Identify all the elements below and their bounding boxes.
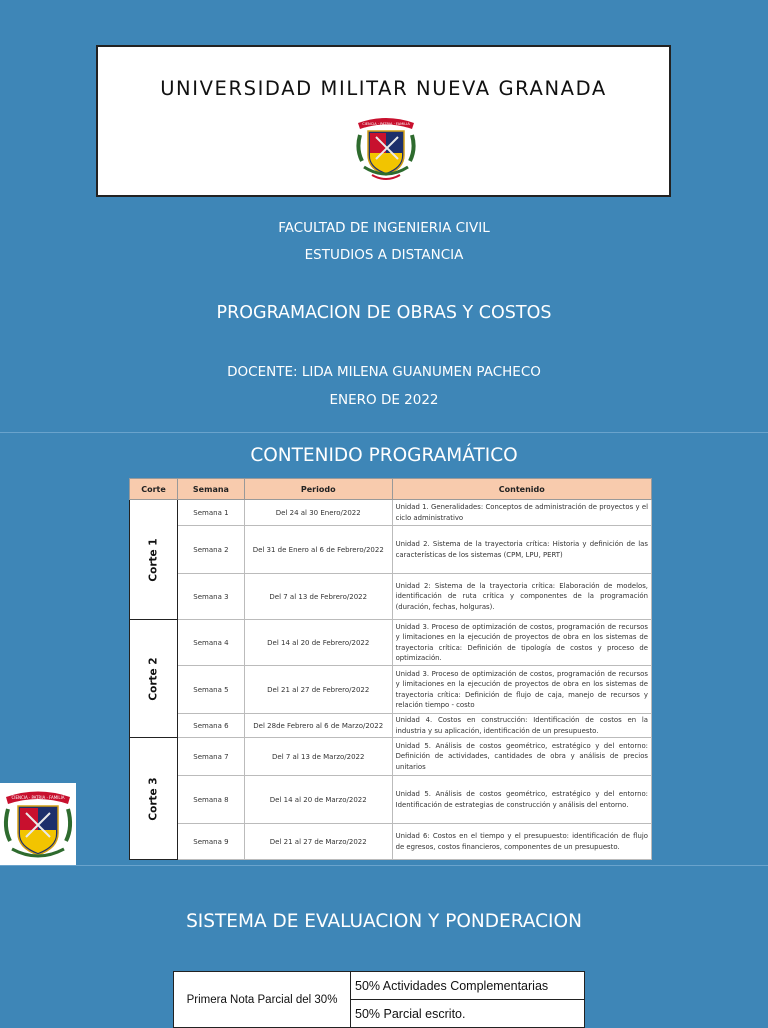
university-crest-small-logo <box>0 783 76 868</box>
evaluation-item: 50% Actividades Complementarias <box>351 972 585 1000</box>
table-row <box>130 776 652 824</box>
table-header-row <box>130 479 652 500</box>
periodo-cell: Del 24 al 30 Enero/2022 <box>244 500 392 526</box>
faculty-name: FACULTAD DE INGENIERIA CIVIL <box>278 220 490 236</box>
table-row <box>130 500 652 526</box>
periodo-cell: Del 14 al 20 de Febrero/2022 <box>244 620 392 666</box>
header-corte: Corte <box>130 479 178 500</box>
contenido-cell: Unidad 3. Proceso de optimización de costos, programación de recursos y limitaciones en la ejecución de proyectos de obra en los sistemas de trayectoria crítica: Definición de tipología de costos y proceso de optimización. <box>392 620 651 666</box>
corte-cell <box>130 620 178 738</box>
content-slide <box>0 433 768 859</box>
title-slide <box>0 0 768 432</box>
semana-cell: Semana 1 <box>177 500 244 526</box>
evaluation-slide <box>0 866 768 1024</box>
periodo-cell: Del 31 de Enero al 6 de Febrero/2022 <box>244 526 392 574</box>
svg-text:CIENCIA · PATRIA · FAMILIA: CIENCIA · PATRIA · FAMILIA <box>362 122 410 126</box>
corte-label: Corte 1 <box>147 537 160 582</box>
contenido-cell: Unidad 5. Análisis de costos geométrico, estratégico y del entorno: Definición de actividades, cantidades de obra y análisis de precios unitarios <box>392 738 651 776</box>
evaluation-table <box>173 971 585 1028</box>
contenido-cell: Unidad 4. Costos en construcción: Identificación de costos en la industria y su aplicación, identificación de un presupuesto. <box>392 714 651 738</box>
semana-cell: Semana 8 <box>177 776 244 824</box>
table-row <box>130 526 652 574</box>
table-row <box>130 574 652 620</box>
semana-cell: Semana 4 <box>177 620 244 666</box>
svg-text:CIENCIA · PATRIA · FAMILIA: CIENCIA · PATRIA · FAMILIA <box>11 795 65 800</box>
slide-title: CONTENIDO PROGRAMÁTICO <box>250 445 518 466</box>
table-row <box>130 824 652 860</box>
periodo-cell: Del 7 al 13 de Febrero/2022 <box>244 574 392 620</box>
course-date: ENERO DE 2022 <box>329 392 439 408</box>
periodo-cell: Del 21 al 27 de Marzo/2022 <box>244 824 392 860</box>
periodo-cell: Del 21 al 27 de Febrero/2022 <box>244 666 392 714</box>
semana-cell: Semana 3 <box>177 574 244 620</box>
first-grade-label: Primera Nota Parcial del 30% <box>174 972 351 1028</box>
program-table <box>129 478 652 860</box>
semana-cell: Semana 7 <box>177 738 244 776</box>
table-row <box>130 666 652 714</box>
header-contenido: Contenido <box>392 479 651 500</box>
periodo-cell: Del 28de Febrero al 6 de Marzo/2022 <box>244 714 392 738</box>
table-row <box>130 620 652 666</box>
contenido-cell: Unidad 3. Proceso de optimización de costos, programación de recursos y limitaciones en la ejecución de proyectos de obra en los sistemas de trayectoria crítica: Definición de flujo de caja, manejo de recursos y relación tiempo - costo <box>392 666 651 714</box>
contenido-cell: Unidad 2: Sistema de la trayectoria crítica: Elaboración de modelos, identificación de ruta crítica y componentes de la programación (duración, fechas, holguras). <box>392 574 651 620</box>
periodo-cell: Del 14 al 20 de Marzo/2022 <box>244 776 392 824</box>
slide-title: SISTEMA DE EVALUACION Y PONDERACION <box>186 911 582 932</box>
course-title: PROGRAMACION DE OBRAS Y COSTOS <box>216 303 552 323</box>
corte-label: Corte 2 <box>147 656 160 701</box>
contenido-cell: Unidad 1. Generalidades: Conceptos de administración de proyectos y el ciclo administrativo <box>392 500 651 526</box>
semana-cell: Semana 9 <box>177 824 244 860</box>
periodo-cell: Del 7 al 13 de Marzo/2022 <box>244 738 392 776</box>
semana-cell: Semana 6 <box>177 714 244 738</box>
contenido-cell: Unidad 5. Análisis de costos geométrico, estratégico y del entorno: Identificación de estrategias de construcción y análisis del entorno. <box>392 776 651 824</box>
table-row <box>130 738 652 776</box>
corte-cell <box>130 738 178 860</box>
title-box <box>96 45 671 197</box>
corte-label: Corte 3 <box>147 776 160 821</box>
table-row <box>130 714 652 738</box>
contenido-cell: Unidad 6: Costos en el tiempo y el presupuesto: identificación de flujo de egresos, costos financieros, componentes de un presupuesto. <box>392 824 651 860</box>
university-crest-logo <box>352 109 420 187</box>
university-name: UNIVERSIDAD MILITAR NUEVA GRANADA <box>160 77 607 100</box>
header-semana: Semana <box>177 479 244 500</box>
study-mode: ESTUDIOS A DISTANCIA <box>304 247 464 263</box>
teacher-name: DOCENTE: LIDA MILENA GUANUMEN PACHECO <box>227 364 541 380</box>
contenido-cell: Unidad 2. Sistema de la trayectoria crítica: Historia y definición de las características de los sistemas (CPM, LPU, PERT) <box>392 526 651 574</box>
table-row <box>174 972 585 1000</box>
header-periodo: Periodo <box>244 479 392 500</box>
semana-cell: Semana 5 <box>177 666 244 714</box>
semana-cell: Semana 2 <box>177 526 244 574</box>
corte-cell <box>130 500 178 620</box>
evaluation-item: 50% Parcial escrito. <box>351 1000 585 1028</box>
